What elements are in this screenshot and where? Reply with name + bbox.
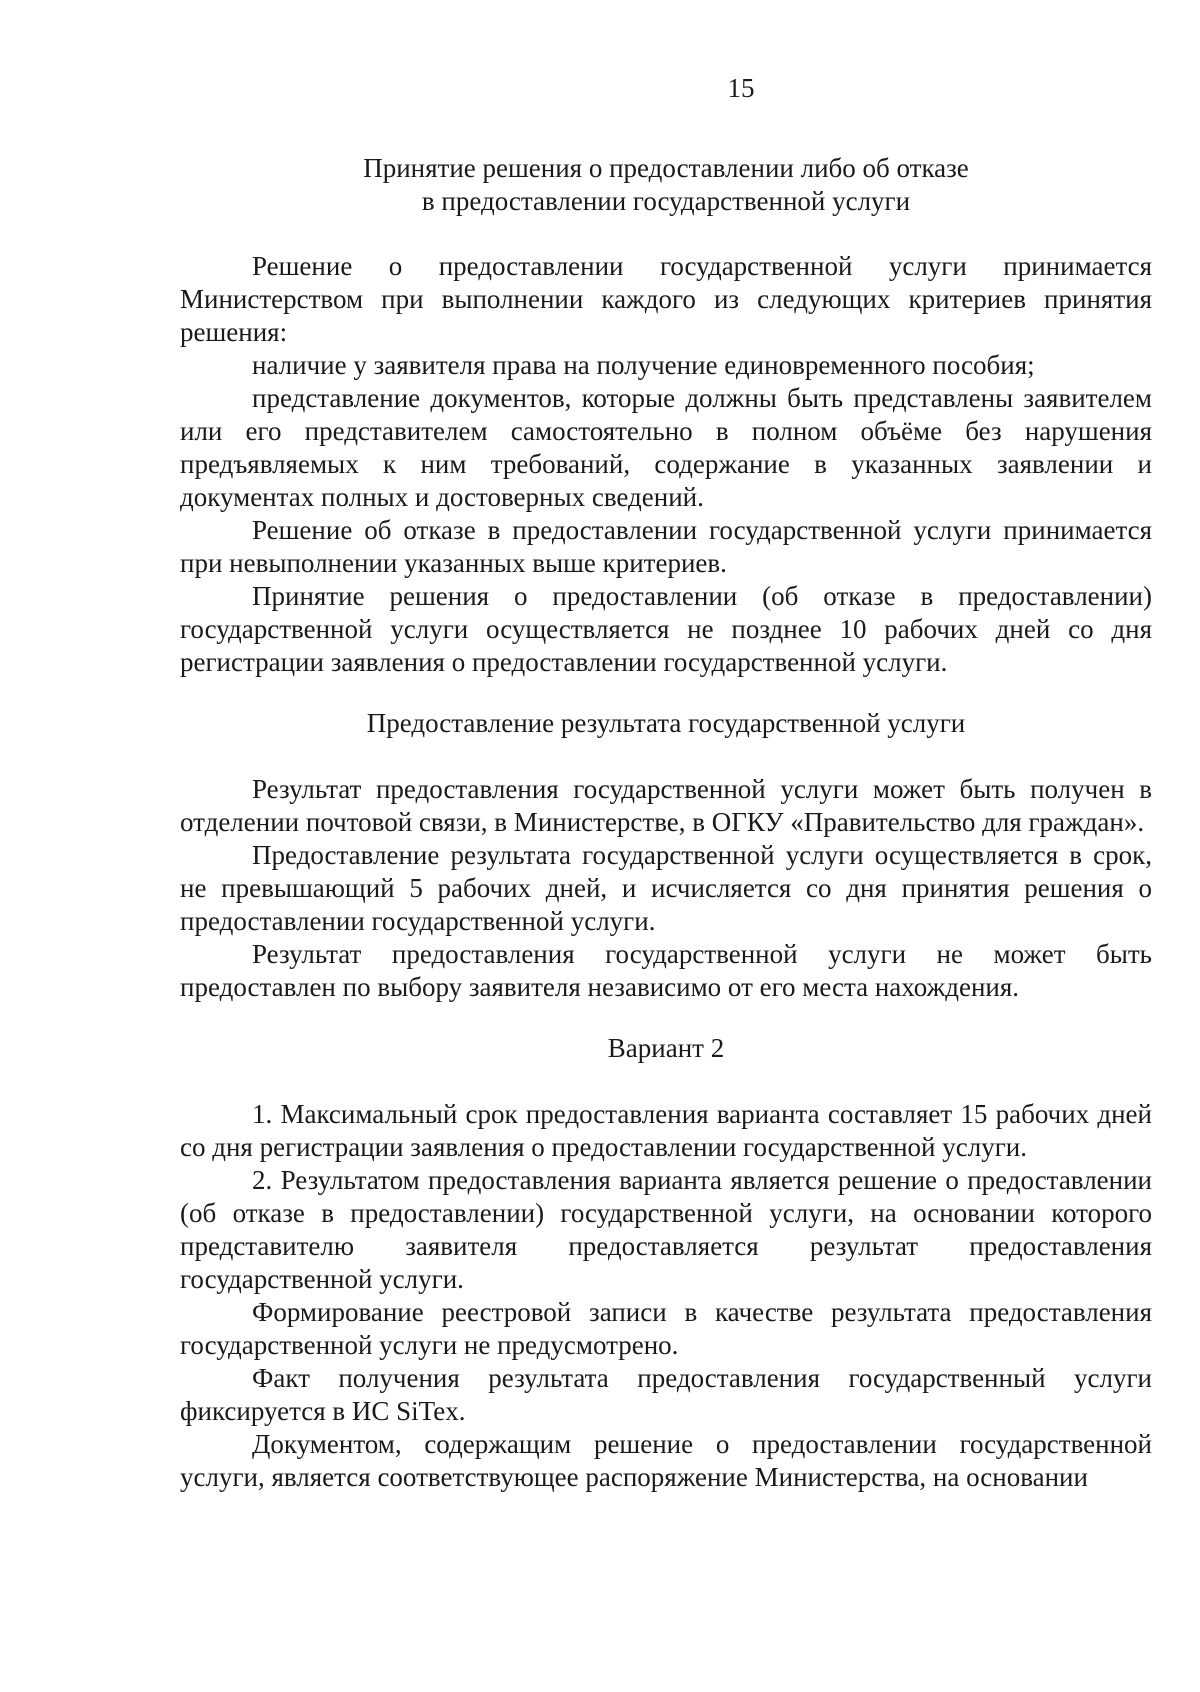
paragraph: Результат предоставления государственной услуги не может быть предоставлен по выбору заявителя независимо от его места нахождения. — [180, 939, 1152, 1002]
section-heading-decision-line-1: Принятие решения о предоставлении либо об отказе — [363, 153, 969, 183]
page-number: 15 — [727, 73, 755, 103]
paragraph: Предоставление результата государственной услуги осуществляется в срок, не превышающий 5 рабочих дней, и исчисляется со дня принятия решения о предоставлении государственной услуги. — [180, 840, 1152, 936]
paragraph: Принятие решения о предоставлении (об отказе в предоставлении) государственной услуги осуществляется не позднее 10 рабочих дней со дня регистрации заявления о предоставлении государственной услуги. — [180, 581, 1152, 677]
paragraph: Факт получения результата предоставления государственный услуги фиксируется в ИС SiTex. — [180, 1363, 1152, 1426]
variant-2-body — [180, 1098, 1152, 1494]
decision-body — [180, 250, 1152, 679]
section-heading-result: Предоставление результата государственной услуги — [366, 708, 966, 738]
paragraph: Решение о предоставлении государственной услуги принимается Министерством при выполнении каждого из следующих критериев принятия решения: — [180, 251, 1152, 347]
paragraph: Формирование реестровой записи в качестве результата предоставления государственной услуги не предусмотрено. — [180, 1297, 1152, 1360]
paragraph: Документом, содержащим решение о предоставлении государственной услуги, является соответствующее распоряжение Министерства, на основании — [180, 1429, 1152, 1492]
document-page — [180, 68, 1152, 1494]
result-body — [180, 773, 1152, 1004]
paragraph: Результат предоставления государственной услуги может быть получен в отделении почтовой связи, в Министерстве, в ОГКУ «Правительство для граждан». — [180, 774, 1152, 837]
paragraph: 1. Максимальный срок предоставления варианта составляет 15 рабочих дней со дня регистрации заявления о предоставлении государственной услуги. — [180, 1099, 1152, 1162]
section-heading-decision — [180, 152, 1152, 218]
paragraph: представление документов, которые должны быть представлены заявителем или его представителем самостоятельно в полном объёме без нарушения предъявляемых к ним требований, содержание в указанных заявлении и документах полных и достоверных сведений. — [180, 383, 1152, 512]
paragraph: наличие у заявителя права на получение единовременного пособия; — [252, 350, 1035, 380]
section-heading-variant-2: Вариант 2 — [607, 1033, 725, 1063]
paragraph: Решение об отказе в предоставлении государственной услуги принимается при невыполнении указанных выше критериев. — [180, 515, 1152, 578]
section-heading-decision-line-2: в предоставлении государственной услуги — [421, 186, 911, 216]
paragraph: 2. Результатом предоставления варианта является решение о предоставлении (об отказе в предоставлении) государственной услуги, на основании которого представителю заявителя предоставляется результат предоставления государственной услуги. — [180, 1165, 1152, 1294]
